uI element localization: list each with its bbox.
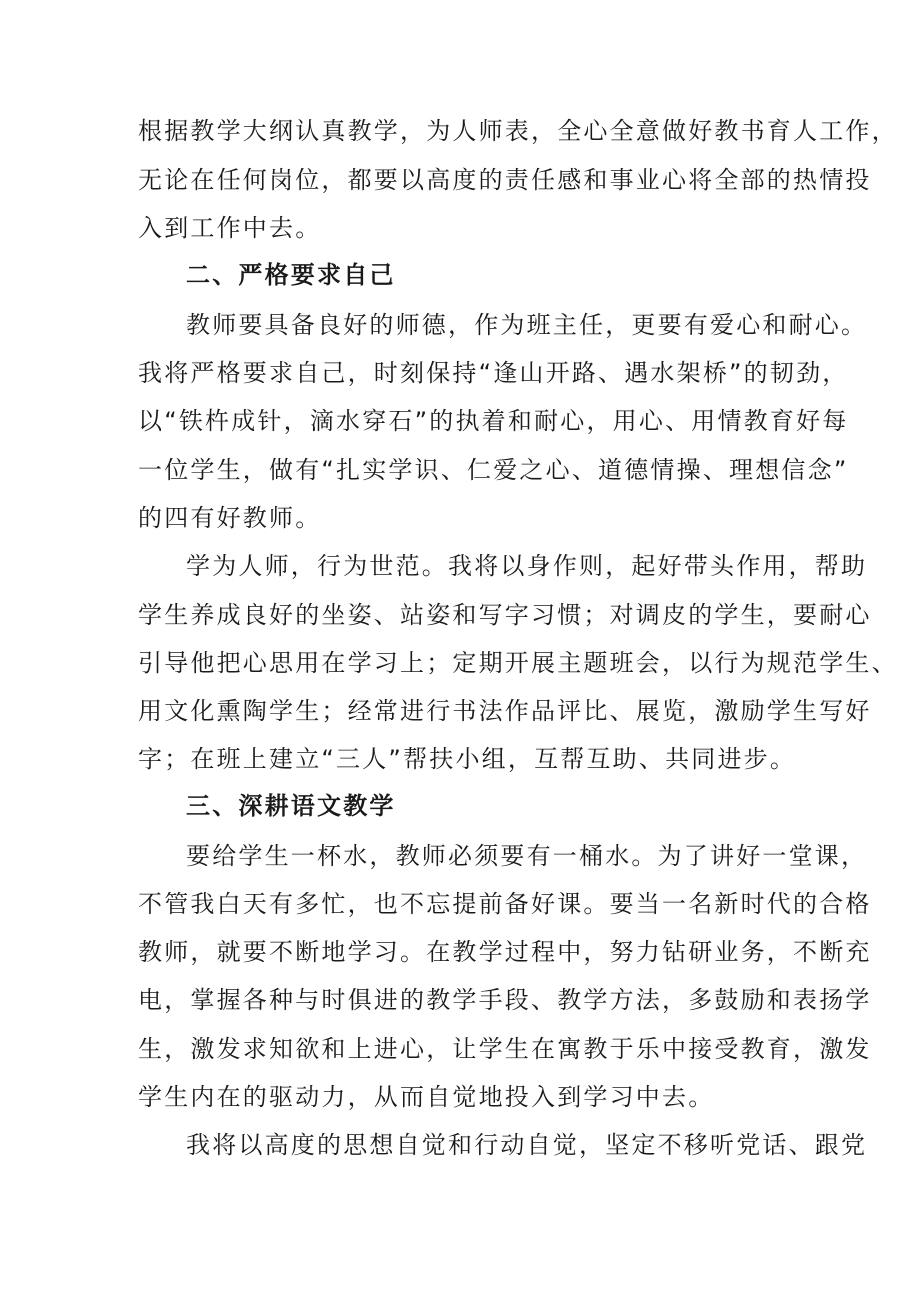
paragraph-line: 学生内在的驱动力，从而自觉地投入到学习中去。 bbox=[138, 1083, 715, 1111]
paragraph-line: 电，掌握各种与时俱进的教学手段、教学方法，多鼓励和表扬学 bbox=[138, 986, 872, 1014]
paragraph-line: 入到工作中去。 bbox=[138, 214, 322, 242]
section-heading-2: 二、严格要求自己 bbox=[186, 261, 396, 289]
paragraph-line: 教师，就要不断地学习。在教学过程中，努力钻研业务，不断充 bbox=[138, 938, 872, 966]
paragraph-line: 教师要具备良好的师德，作为班主任，更要有爱心和耐心。 bbox=[186, 311, 868, 339]
section-heading-3: 三、深耕语文教学 bbox=[186, 792, 396, 820]
paragraph-line: 要给学生一杯水，教师必须要有一桶水。为了讲好一堂课， bbox=[186, 842, 868, 870]
paragraph-line: 引导他把心思用在学习上；定期开展主题班会，以行为规范学生、 bbox=[138, 649, 898, 677]
paragraph-line: 我将以高度的思想自觉和行动自觉，坚定不移听党话、跟党 bbox=[186, 1131, 868, 1159]
paragraph-line: 根据教学大纲认真教学，为人师表，全心全意做好教书育人工作， bbox=[138, 117, 898, 145]
paragraph-line: 学生养成良好的坐姿、站姿和写字习惯；对调皮的学生，要耐心 bbox=[138, 601, 872, 629]
paragraph-line: 的四有好教师。 bbox=[138, 504, 322, 532]
paragraph-line: 我将严格要求自己，时刻保持“逢山开路、遇水架桥”的韧劲， bbox=[138, 359, 849, 387]
paragraph-line: 字；在班上建立“三人”帮扶小组，互帮互助、共同进步。 bbox=[138, 745, 797, 773]
paragraph-line: 生，激发求知欲和上进心，让学生在寓教于乐中接受教育，激发 bbox=[138, 1035, 872, 1063]
paragraph-line: 以“铁杵成针，滴水穿石”的执着和耐心，用心、用情教育好每 bbox=[138, 407, 849, 435]
paragraph-line: 用文化熏陶学生；经常进行书法作品评比、展览，激励学生写好 bbox=[138, 697, 872, 725]
paragraph-line: 学为人师，行为世范。我将以身作则，起好带头作用，帮助 bbox=[186, 552, 868, 580]
paragraph-line: 一位学生，做有“扎实学识、仁爱之心、道德情操、理想信念” bbox=[138, 456, 849, 484]
paragraph-line: 无论在任何岗位，都要以高度的责任感和事业心将全部的热情投 bbox=[138, 166, 872, 194]
paragraph-line: 不管我白天有多忙，也不忘提前备好课。要当一名新时代的合格 bbox=[138, 890, 872, 918]
